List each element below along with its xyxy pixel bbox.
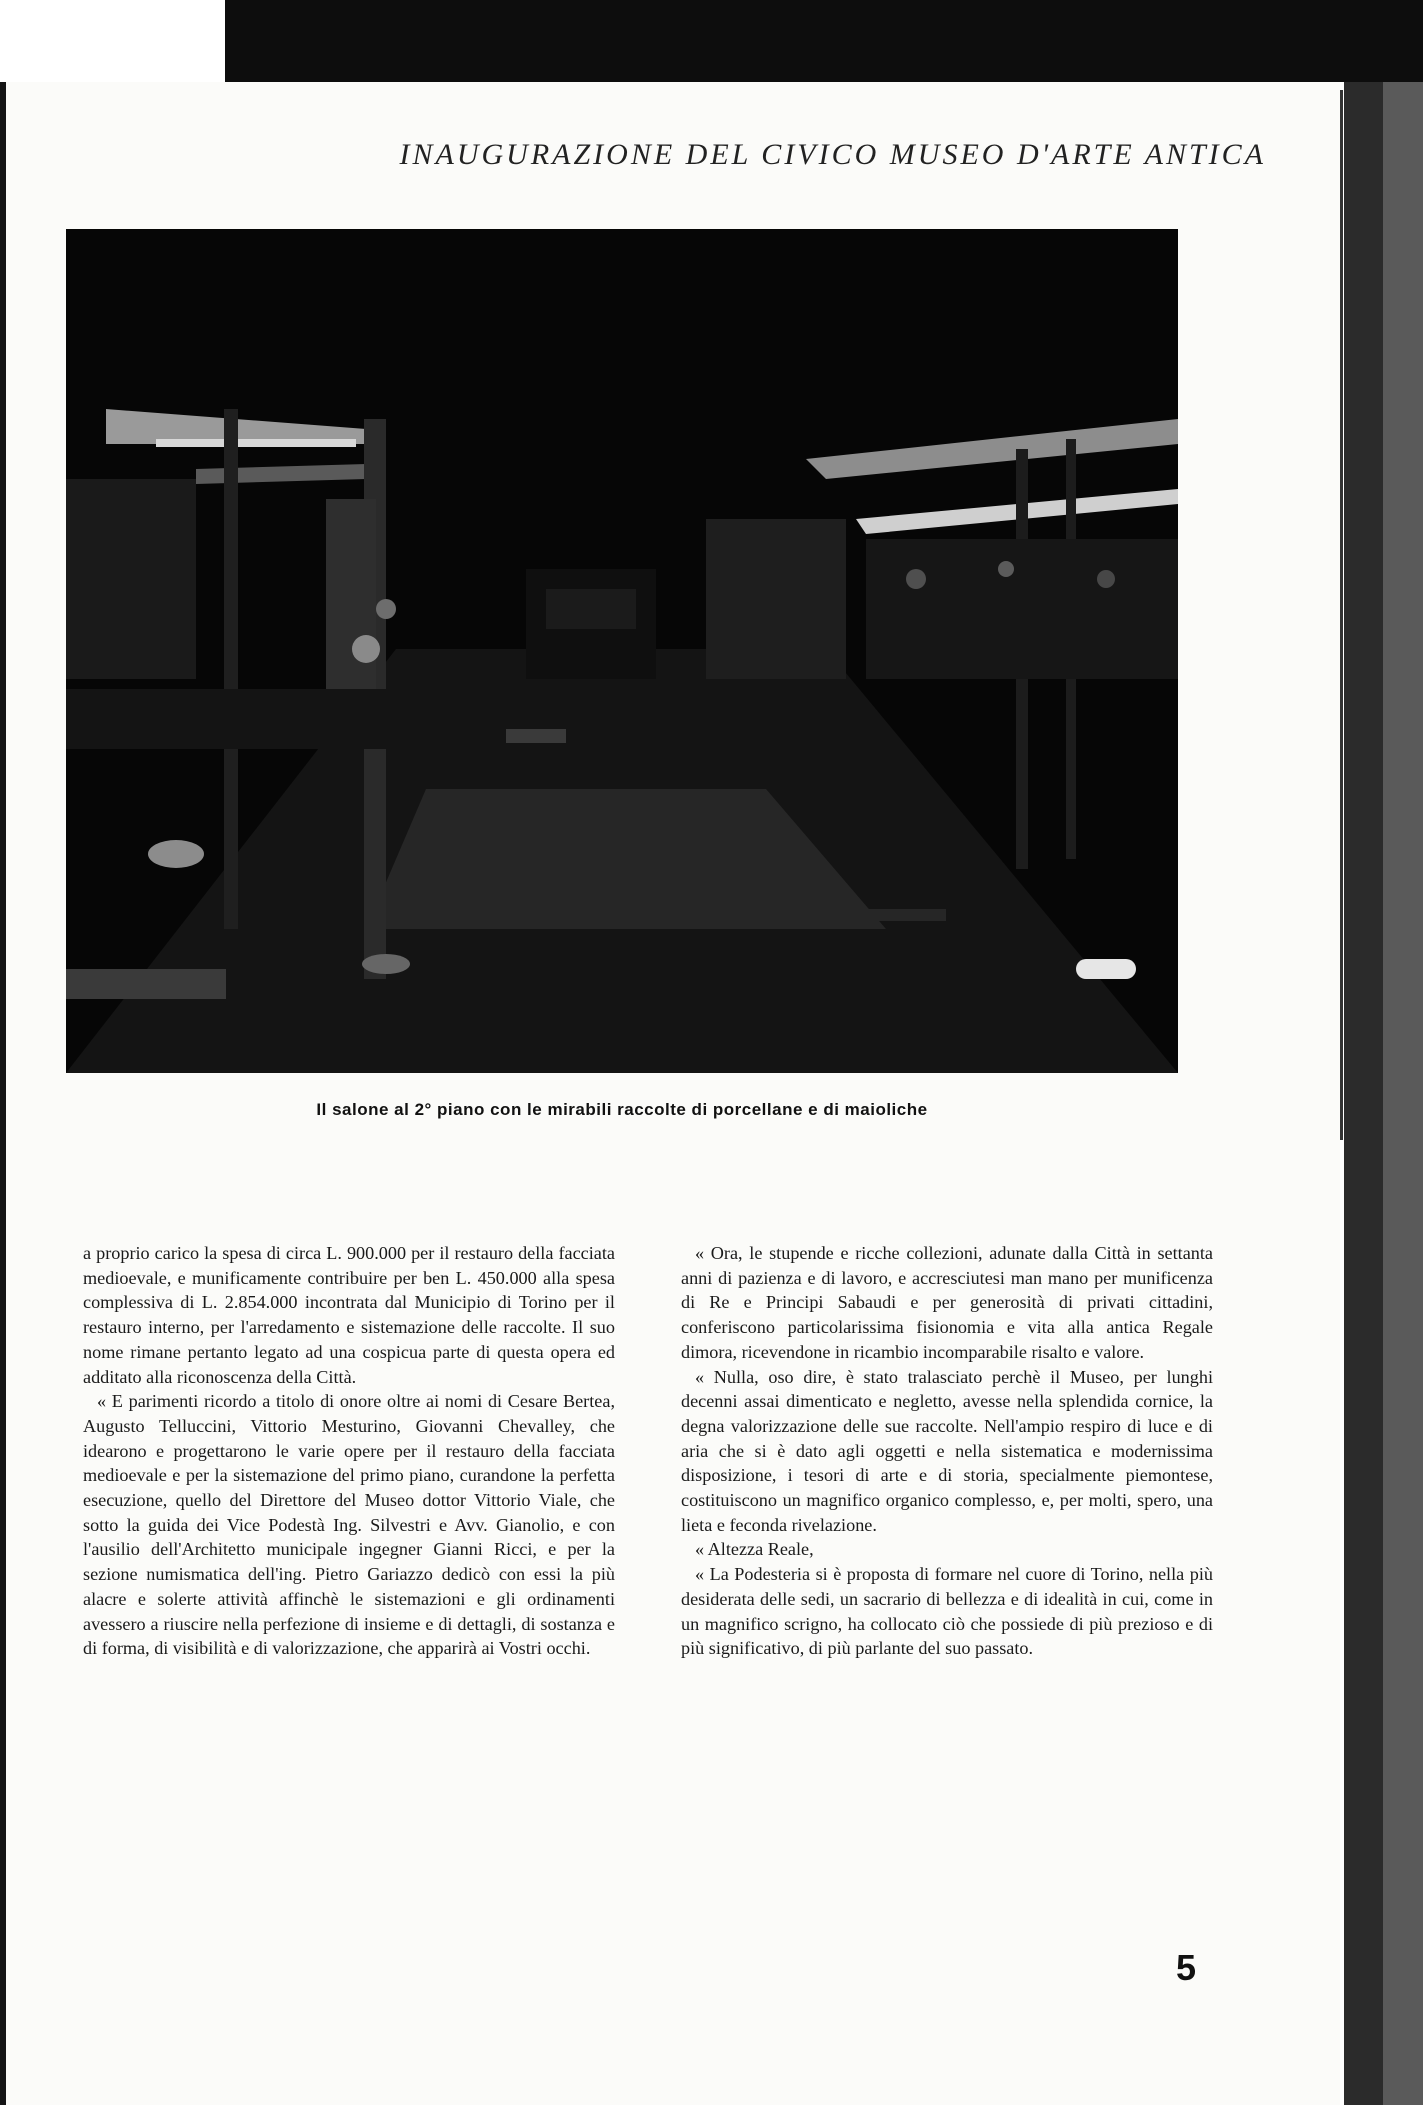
paragraph: « Altezza Reale,: [695, 1539, 814, 1560]
paragraph: a proprio carico la spesa di circa L. 900.000 per il restauro della facciata medioevale, e munificamente contribuire per ben L. 450.000 alla spesa complessiva di L. 2.854.000 incontrata dal Municipio di Torino per il restauro interno, per l'arredamento e sistemazione delle raccolte. Il suo nome rimane pertanto legato ad una cospicua parte di questa opera ed additato alla riconoscenza della Città.: [83, 1243, 615, 1387]
paragraph: « Ora, le stupende e ricche collezioni, adunate dalla Città in settanta anni di pazienza e di lavoro, e accresciutesi man mano per munificenza di Re e Principi Sabaudi e per generosità di privati cittadini, conferiscono particolarissima fisionomia e vita alla antica Regale dimora, ricevendone in ricambio incomparabile risalto e valore.: [681, 1243, 1213, 1362]
scan-page-edge-line: [1340, 90, 1343, 1140]
paragraph: « La Podesteria si è proposta di formare nel cuore di Torino, nella più desiderata delle sedi, un sacrario di bellezza e di idealità in cui, come in un magnifico scrigno, ha collocato ciò che possiede di più prezioso e di più significativo, di più parlante del suo passato.: [681, 1564, 1213, 1659]
text-column-right: [681, 1241, 1213, 1661]
text-column-left: [83, 1241, 615, 1661]
museum-hall-photo: [66, 229, 1178, 1073]
paragraph: « Nulla, oso dire, è stato tralasciato perchè il Museo, per lunghi decenni assai dimenticato e negletto, avesse nella splendida cornice, la degna valorizzazione delle sue raccolte. Nell'ampio respiro di luce e di aria che si è dato agli oggetti e nella sistematica e modernissima disposizione, i tesori di arte e di storia, specialmente piemontese, costituiscono un magnifico organico complesso, e, per molti, spero, una lieta e feconda rivelazione.: [681, 1366, 1213, 1535]
book-page: [6, 82, 1340, 2105]
scan-binding-edge: [1383, 82, 1423, 2105]
paragraph: « E parimenti ricordo a titolo di onore oltre ai nomi di Cesare Bertea, Augusto Telluccini, Vittorio Mesturino, Giovanni Chevalley, che idearono e progettarono le varie opere per il restauro della facciata medioevale e per la sistemazione del primo piano, curandone la perfetta esecuzione, quello del Direttore del Museo dottor Vittorio Viale, che sotto la guida dei Vice Podestà Ing. Silvestri e Avv. Gianolio, e con l'ausilio dell'Architetto municipale ingegner Gianni Ricci, e per la sezione numismatica dell'ing. Pietro Gariazzo dedicò con essi la più alacre e solerte attività affinchè le sistemazioni e gli ordinamenti avessero a riuscire nella perfezione di insieme e di dettagli, di sostanza e di forma, di visibilità e di valorizzazione, che apparirà ai Vostri occhi.: [83, 1391, 615, 1659]
running-head: INAUGURAZIONE DEL CIVICO MUSEO D'ARTE ANTICA: [399, 138, 1266, 171]
photo-illustration: [66, 229, 1178, 1073]
photo-caption: Il salone al 2° piano con le mirabili raccolte di porcellane e di maioliche: [316, 1100, 928, 1119]
scan-border-top: [225, 0, 1423, 82]
page-number: 5: [1175, 1947, 1196, 1988]
